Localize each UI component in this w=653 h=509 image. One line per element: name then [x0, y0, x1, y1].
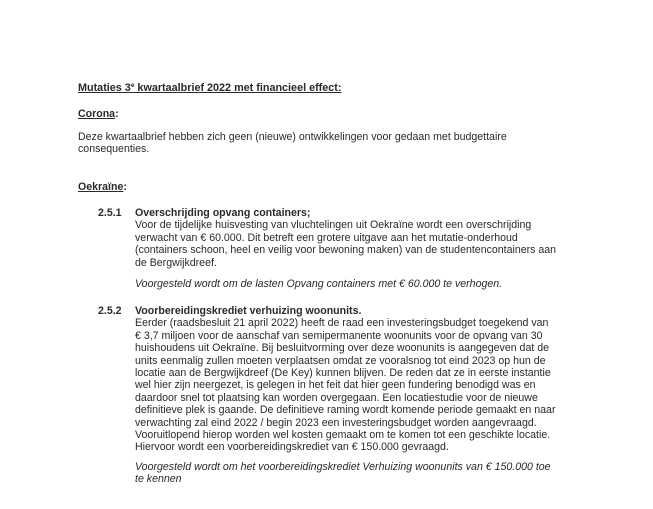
proposal-line: te kennen: [135, 473, 182, 486]
item-2-5-1: [135, 207, 605, 269]
body-line: verwacht van € 60.000. Dit betreft een grotere uitgave aan het mutatie-onderhoud: [135, 231, 518, 244]
heading-colon: :: [123, 181, 127, 193]
heading-colon: :: [115, 108, 119, 120]
proposal-line: Voorgesteld wordt om het voorbereidingskrediet Verhuizing woonunits van € 150.000 toe: [135, 461, 551, 473]
item-title: Overschrijding opvang containers;: [135, 207, 311, 219]
paragraph-line: Deze kwartaalbrief hebben zich geen (nieuwe) ontwikkelingen voor gedaan met budgettaire: [78, 131, 507, 143]
body-line: units eenmalig zullen moeten verplaatsen omdat ze vooralsnog tot eind 2023 op hun de: [135, 354, 546, 367]
body-line: Vooruitlopend hierop worden wel kosten gemaakt om te komen tot een geschikte locatie.: [135, 429, 551, 442]
document-title: [78, 82, 341, 94]
body-line: (containers schoon, heel en veilig voor bewoning maken) van de studentencontainers aan: [135, 244, 557, 257]
body-line: huishoudens uit Oekraïne. Bij besluitvorming over deze woonunits is aangegeven dat de: [135, 342, 550, 355]
item-number-2-5-1: 2.5.1: [98, 207, 122, 219]
proposal-line: Voorgesteld wordt om de lasten Opvang containers met € 60.000 te verhogen.: [135, 278, 503, 290]
body-line: wel hier zijn neergezet, is gelegen in het feit dat hier geen fundering benodigd was en: [135, 379, 536, 392]
body-line: Voor de tijdelijke huisvesting van vluchtelingen uit Oekraïne wordt een overschrijding: [135, 219, 532, 232]
item-2-5-1-proposal: [135, 278, 605, 290]
title-superscript: e: [130, 82, 135, 89]
section-heading-text: Corona: [78, 108, 116, 120]
section-heading-oekraine: [78, 181, 127, 193]
body-line: Eerder (raadsbesluit 21 april 2022) heeft de raad een investeringsbudget toegekend van: [135, 317, 549, 330]
body-line: verwachting zal eind 2022 / begin 2023 een investeringsbudget worden aangevraagd.: [135, 416, 537, 429]
title-text-suffix: kwartaalbrief 2022 met financieel effect:: [134, 82, 342, 94]
body-line: daardoor snel tot plaatsing kan worden overgegaan. Een locatiestudie voor de nieuwe: [135, 391, 538, 404]
section-heading-corona: [78, 108, 119, 120]
item-title: Voorbereidingskrediet verhuizing woonunits.: [135, 305, 362, 317]
body-line: € 3,7 miljoen voor de aanschaf van semipermanente woonunits voor de opvang van 30: [135, 329, 543, 342]
body-line: de Bergwijkdreef.: [135, 256, 217, 269]
item-2-5-2: [135, 305, 605, 454]
body-line: definitieve plek is gaande. De definitieve raming wordt komende periode gemaakt en naar: [135, 404, 556, 417]
body-line: locatie aan de Bergwijkdreef (De Key) kunnen blijven. De reden dat ze in eerste instantie: [135, 367, 551, 380]
item-2-5-2-proposal: [135, 461, 605, 486]
item-number-2-5-2: 2.5.2: [98, 305, 122, 317]
section-heading-text: Oekraïne: [78, 181, 124, 193]
corona-paragraph: [78, 131, 598, 156]
paragraph-line: consequenties.: [78, 143, 150, 156]
body-line: Hiervoor wordt een voorbereidingskrediet van € 150.000 gevraagd.: [135, 441, 449, 454]
title-text-prefix: Mutaties 3: [78, 82, 131, 94]
